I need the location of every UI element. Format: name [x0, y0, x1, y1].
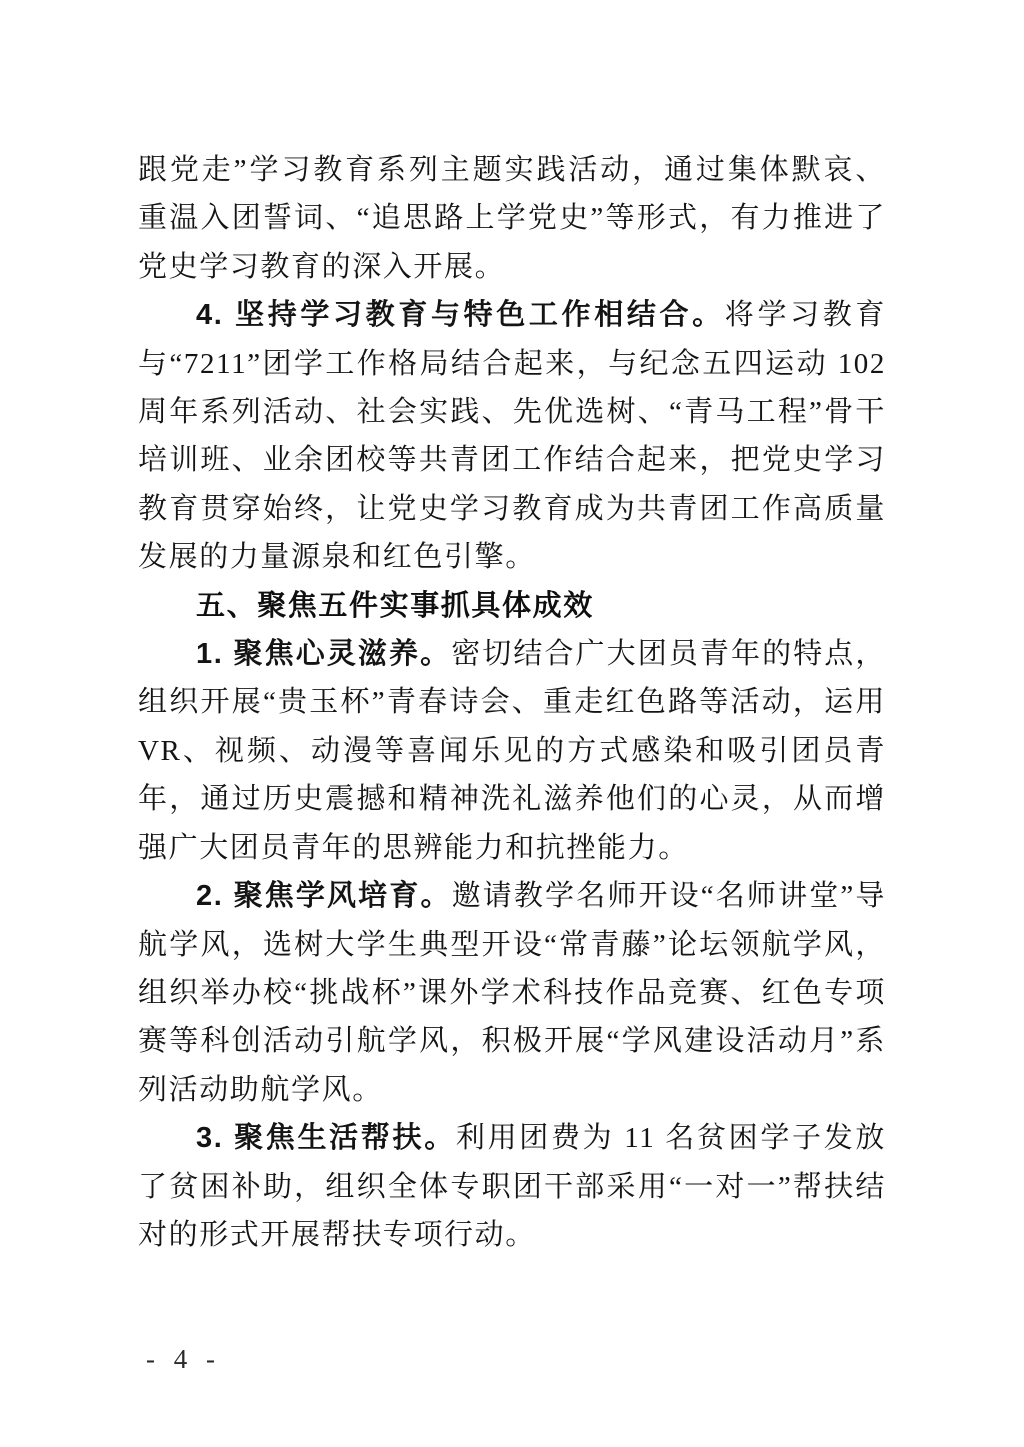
paragraph-text: 将学习教育与“7211”团学工作格局结合起来，与纪念五四运动 102 周年系列活动、社会实践、先优选树、“青马工程”骨干培训班、业余团校等共青团工作结合起来，把党史学习教育贯穿始终，让党史学习教育成为共青团工作高质量发展的力量源泉和红色引擎。: [138, 299, 886, 574]
page-number: - 4 -: [146, 1344, 221, 1374]
paragraph-text: 邀请教学名师开设“名师讲堂”导航学风，选树大学生典型开设“常青藤”论坛领航学风，组织举办校“挑战杯”课外学术科技作品竞赛、红色专项赛等科创活动引航学风，积极开展“学风建设活动月”系列活动助航学风。: [138, 880, 886, 1106]
section-heading: 五、聚焦五件实事抓具体成效: [196, 589, 594, 622]
paragraph-item-3: [138, 1114, 886, 1259]
document-body: [138, 146, 886, 1259]
paragraph-item-4: [138, 291, 886, 581]
paragraph-lead: 1. 聚焦心灵滋养。: [196, 638, 452, 671]
paragraph-text: 密切结合广大团员青年的特点，组织开展“贵玉杯”青春诗会、重走红色路等活动，运用 VR、视频、动漫等喜闻乐见的方式感染和吸引团员青年，通过历史震撼和精神洗礼滋养他们的心灵，从而增强广大团员青年的思辨能力和抗挫能力。: [138, 638, 886, 864]
paragraph-item-1: [138, 630, 886, 872]
paragraph-text: 跟党走”学习教育系列主题实践活动，通过集体默哀、重温入团誓词、“追思路上学党史”等形式，有力推进了党史学习教育的深入开展。: [138, 154, 886, 283]
paragraph-text: 利用团费为 11 名贫困学子发放了贫困补助，组织全体专职团干部采用“一对一”帮扶结对的形式开展帮扶专项行动。: [138, 1122, 886, 1251]
paragraph-continued: [138, 146, 886, 291]
paragraph-lead: 4. 坚持学习教育与特色工作相结合。: [196, 299, 725, 332]
paragraph-item-2: [138, 872, 886, 1114]
paragraph-lead: 2. 聚焦学风培育。: [196, 880, 452, 913]
paragraph-lead: 3. 聚焦生活帮扶。: [196, 1122, 456, 1155]
